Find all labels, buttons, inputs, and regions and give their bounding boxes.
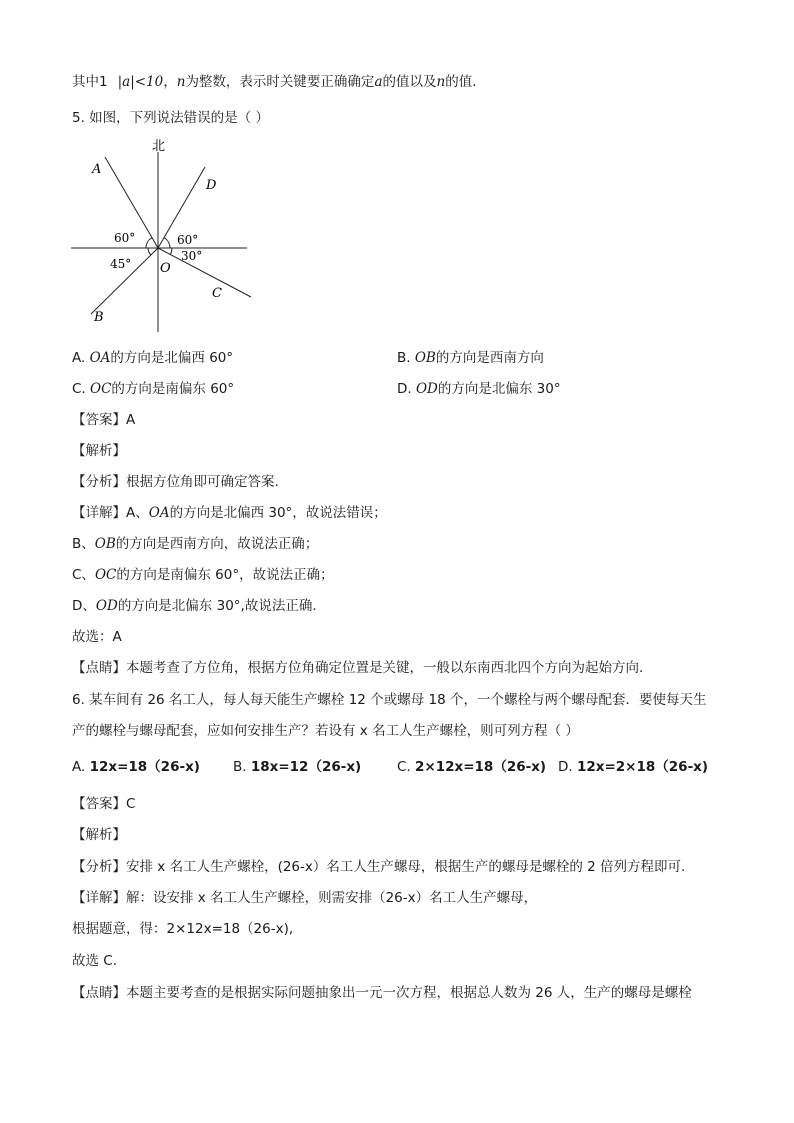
xiangjie-tag: 【详解】: [72, 890, 126, 906]
angle-right-bottom: 30°: [181, 249, 203, 263]
option-text: 的方向是北偏西 60°: [110, 350, 234, 366]
detail-text: 的方向是西南方向，故说法正确；: [115, 536, 319, 552]
detail-text: 的方向是南偏东 60°，故说法正确；: [116, 567, 334, 583]
q6-dianjing: [72, 983, 692, 1003]
label-C: C: [212, 286, 222, 301]
option-text: 的方向是北偏东 30°: [437, 381, 561, 397]
detail-seg: OC: [94, 567, 117, 583]
option-prefix: D.: [558, 759, 577, 775]
q5-dianjing: [72, 658, 643, 678]
option-prefix: B.: [233, 759, 251, 775]
arc-left-top: [146, 238, 152, 248]
q5-option-D: [397, 379, 561, 399]
detail-pre: B、: [72, 536, 95, 552]
angle-right-top: 60°: [177, 233, 199, 247]
option-prefix: C.: [72, 381, 91, 397]
label-north: 北: [152, 139, 166, 154]
q5-choose: 故选：A: [72, 629, 122, 645]
detail-seg: OB: [94, 536, 116, 552]
label-D: D: [206, 178, 217, 193]
intro-end: 的值.: [445, 74, 477, 90]
arc-left-bottom: [148, 248, 151, 255]
ray-OC: [158, 248, 251, 297]
angle-left-bottom: 45°: [110, 257, 132, 271]
intro-a: a: [374, 74, 383, 90]
q5-detail-C: [72, 565, 334, 585]
answer-tag: 【答案】: [72, 796, 126, 812]
option-prefix: B.: [397, 350, 415, 366]
answer-tag: 【答案】: [72, 412, 126, 428]
option-seg: OB: [414, 350, 436, 366]
option-prefix: A.: [72, 759, 90, 775]
q5-detail-A: [72, 503, 387, 523]
q6-option-C: [397, 757, 546, 777]
detail-pre: C、: [72, 567, 95, 583]
answer-value: A: [126, 412, 136, 428]
xiangjie-tag: 【详解】: [72, 505, 126, 521]
intro-mid2: 为整数，表示时关键要正确确定: [185, 74, 375, 90]
intro-n: n: [176, 74, 186, 90]
option-seg: OA: [89, 350, 111, 366]
q5-stem: 5. 如图，下列说法错误的是（ ）: [72, 110, 269, 126]
q6-choose: 故选 C.: [72, 953, 118, 969]
angle-left-top: 60°: [114, 231, 136, 245]
detail-seg: OD: [95, 598, 118, 614]
intro-mid1: ，: [163, 74, 177, 90]
q6-option-B: [233, 757, 361, 777]
intro-line: [72, 72, 477, 92]
option-prefix: C.: [397, 759, 416, 775]
q6-option-A: [72, 757, 200, 777]
label-A: A: [92, 162, 102, 177]
answer-value: C: [126, 796, 136, 812]
q5-analysis-tag: 【解析】: [72, 443, 126, 459]
dianjing-tag: 【点睛】: [72, 660, 126, 676]
q5-detail-D: [72, 596, 317, 616]
option-seg: OD: [415, 381, 438, 397]
option-text: 的方向是西南方向: [435, 350, 544, 366]
label-O: O: [160, 261, 171, 276]
option-prefix: D.: [397, 381, 416, 397]
option-text: 的方向是南偏东 60°: [111, 381, 235, 397]
q6-fenxi: [72, 857, 685, 877]
q5-detail-B: [72, 534, 318, 554]
fenxi-tag: 【分析】: [72, 859, 126, 875]
intro-n2: n: [436, 74, 446, 90]
fenxi-tag: 【分析】: [72, 474, 126, 490]
option-seg: OC: [90, 381, 112, 397]
option-text: 18x=12（26-x): [250, 759, 362, 775]
label-B: B: [94, 310, 104, 325]
intro-mid3: 的值以及: [382, 74, 437, 90]
q5-option-B: [397, 348, 544, 368]
dianjing-text: 本题考查了方位角，根据方位角确定位置是关键，一般以东南西北四个方向为起始方向.: [126, 660, 644, 676]
q5-option-A: [72, 348, 233, 368]
direction-figure: [64, 136, 264, 336]
q6-stem-line1: 6. 某车间有 26 名工人，每人每天能生产螺栓 12 个或螺母 18 个，一个螺栓与两个螺母配套．要使每天生: [72, 692, 707, 708]
arc-right-bottom: [170, 248, 172, 255]
q6-xiangjie: [72, 888, 537, 908]
dianjing-text: 本题主要考查的是根据实际问题抽象出一元一次方程，根据总人数为 26 人，生产的螺母是螺栓: [126, 985, 692, 1001]
q6-analysis-tag: 【解析】: [72, 827, 126, 843]
detail-seg: OA: [148, 505, 170, 521]
detail-pre: A、: [126, 505, 149, 521]
intro-pre: 其中1: [72, 74, 108, 90]
xiangjie-text: 解：设安排 x 名工人生产螺栓，则需安排（26-x）名工人生产螺母，: [126, 890, 538, 906]
q6-genju: 根据题意，得：2×12x=18（26-x),: [72, 921, 294, 937]
option-text: 12x=2×18（26-x): [576, 759, 709, 775]
q6-stem-line2: 产的螺栓与螺母配套，应如何安排生产？若设有 x 名工人生产螺栓，则可列方程（ ）: [72, 723, 579, 739]
option-prefix: A.: [72, 350, 90, 366]
arc-right-top: [164, 238, 170, 248]
q5-answer: [72, 410, 135, 430]
option-text: 12x=18（26-x): [89, 759, 200, 775]
option-text: 2×12x=18（26-x): [415, 759, 547, 775]
q5-fenxi: [72, 472, 279, 492]
q6-option-D: [558, 757, 708, 777]
detail-text: 的方向是北偏东 30°,故说法正确.: [117, 598, 317, 614]
intro-abs-a: |a|<10: [117, 74, 164, 90]
dianjing-tag: 【点睛】: [72, 985, 126, 1001]
fenxi-text: 根据方位角即可确定答案.: [126, 474, 279, 490]
fenxi-text: 安排 x 名工人生产螺栓，(26-x）名工人生产螺母，根据生产的螺母是螺栓的 2 倍列方程即可.: [126, 859, 686, 875]
q6-answer: [72, 794, 135, 814]
detail-pre: D、: [72, 598, 96, 614]
q5-option-C: [72, 379, 234, 399]
detail-text: 的方向是北偏西 30°，故说法错误；: [169, 505, 387, 521]
